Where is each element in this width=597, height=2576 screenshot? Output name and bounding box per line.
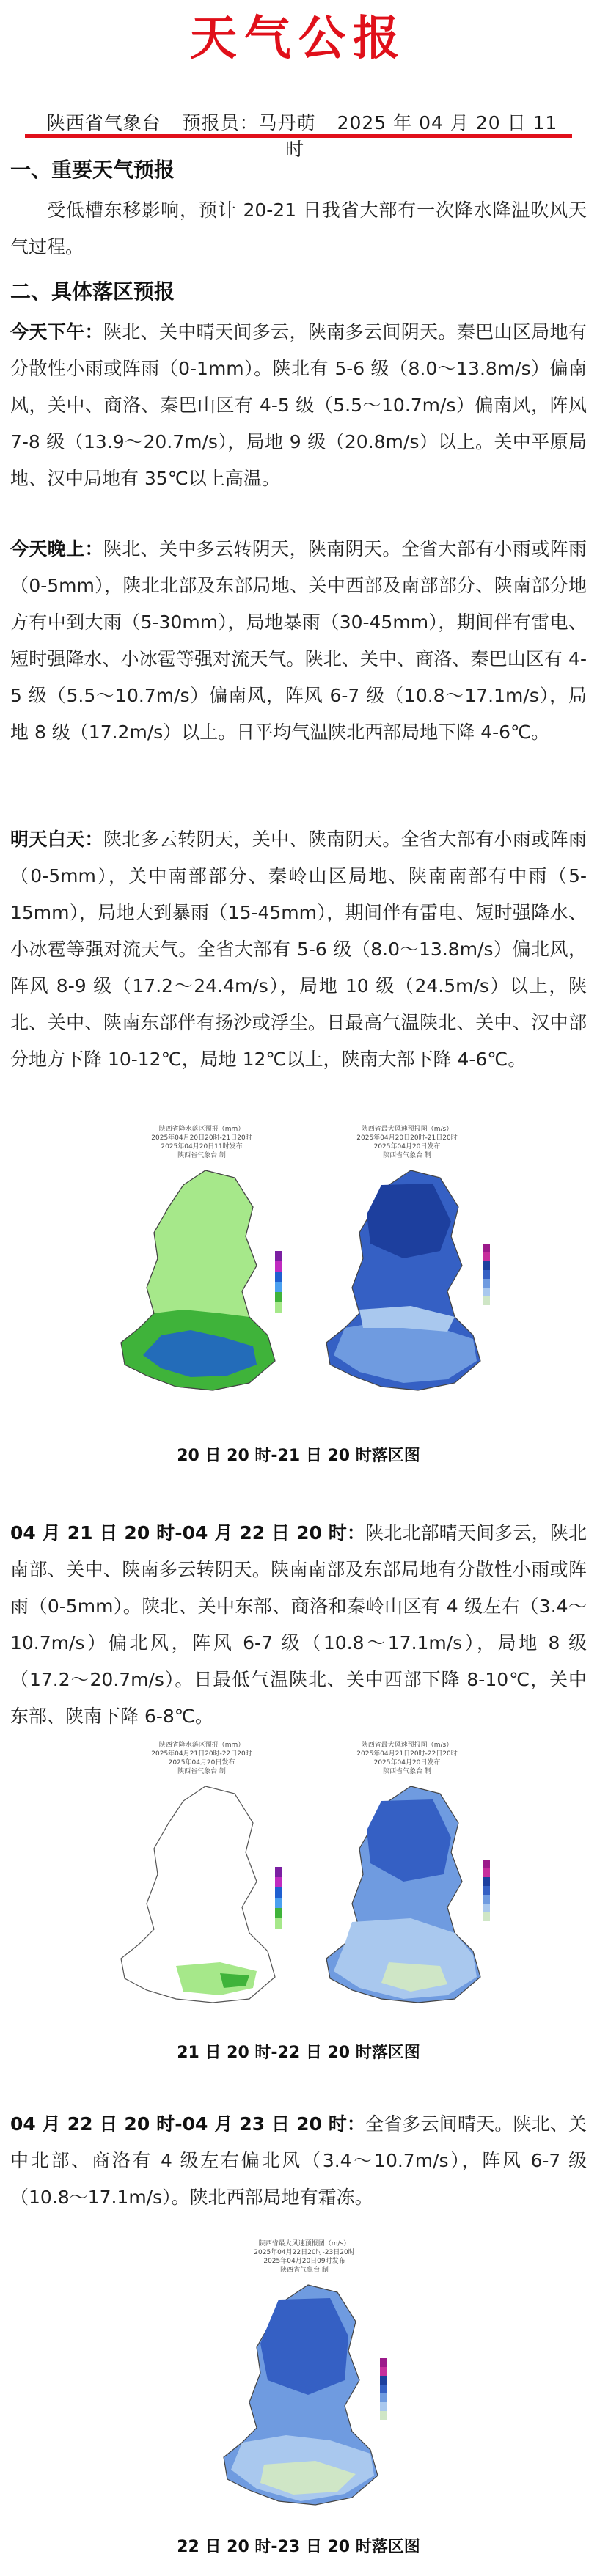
wind-map-2 bbox=[301, 1738, 513, 2009]
period-afternoon bbox=[10, 314, 587, 497]
precip-map-graphic bbox=[95, 1163, 308, 1398]
period-day3 bbox=[10, 2106, 587, 2216]
period-text: 陕北、关中多云转阴天，陕南阴天。全省大部有小雨或阵雨（0-5mm），陕北北部及东部局地、关中西部及南部部分、陕南部分地方有中到大雨（5-30mm），局地暴雨（30-45mm），期间伴有雷电、短时强降水、小冰雹等强对流天气。陕北、关中、商洛、秦巴山区有 4-5 级（5.5～10.7m/s）偏南风，阵风 6-7 级（10.8～17.1m/s），局地 8 级（17.2m/s）以上。日平均气温陕北西部局地下降 4-6℃。 bbox=[10, 538, 587, 743]
map-title: 陕西省最大风速预报图（m/s） 2025年04月20日20时-21日20时 2025年04月20日发布 陕西省气象台 制 bbox=[356, 1126, 458, 1159]
agency-name: 陕西省气象台 bbox=[46, 112, 161, 133]
bulletin-title: 天气公报 bbox=[190, 11, 407, 66]
header-divider bbox=[25, 134, 572, 138]
period-text: 陕北北部晴天间多云，陕北南部、关中、陕南多云转阴天。陕南南部及东部局地有分散性小雨或阵雨（0-5mm）。陕北、关中东部、商洛和秦岭山区有 4 级左右（3.4～10.7m/s）偏北风，阵风 6-7 级（10.8～17.1m/s），局地 8 级（17.2～20.7m/s）。日最低气温陕北、关中西部下降 8-10℃，关中东部、陕南下降 6-8℃。 bbox=[10, 1522, 587, 1727]
map-row-3 bbox=[0, 2236, 597, 2522]
map-title: 陕西省最大风速预报图（m/s） 2025年04月22日20时-23日20时 2025年04月20日09时发布 陕西省气象台 制 bbox=[254, 2240, 355, 2274]
period-label: 明天白天： bbox=[10, 829, 103, 850]
map-title: 陕西省降水落区预报（mm） 2025年04月20日20时-21日20时 2025年04月20日11时发布 陕西省气象台 制 bbox=[151, 1126, 252, 1159]
legend-scale bbox=[275, 1867, 282, 1929]
precip-map-1 bbox=[95, 1122, 308, 1401]
map-title: 陕西省最大风速预报图（m/s） 2025年04月21日20时-22日20时 2025年04月20日发布 陕西省气象台 制 bbox=[356, 1742, 458, 1775]
map-title: 陕西省降水落区预报（mm） 2025年04月21日20时-22日20时 2025年04月20日发布 陕西省气象台 制 bbox=[151, 1742, 252, 1775]
wind-map-graphic bbox=[198, 2278, 411, 2512]
period-tomorrow bbox=[10, 821, 587, 1078]
period-label: 今天下午： bbox=[10, 321, 103, 342]
legend-scale bbox=[483, 1860, 490, 1921]
period-tonight bbox=[10, 531, 587, 751]
map-row-1 bbox=[0, 1122, 597, 1437]
wind-map-graphic bbox=[301, 1163, 513, 1398]
wind-map-graphic bbox=[301, 1779, 513, 2006]
period-label: 04 月 22 日 20 时-04 月 23 日 20 时： bbox=[10, 2113, 366, 2135]
period-text: 陕北、关中晴天间多云，陕南多云间阴天。秦巴山区局地有分散性小雨或阵雨（0-1mm）。陕北有 5-6 级（8.0～13.8m/s）偏南风，关中、商洛、秦巴山区有 4-5 级（5.5～10.7m/s）偏南风，阵风 7-8 级（13.9～20.7m/s），局地 9 级（20.8m/s）以上。关中平原局地、汉中局地有 35℃以上高温。 bbox=[10, 321, 587, 489]
legend-scale bbox=[380, 2358, 387, 2420]
period-text: 陕北多云转阴天，关中、陕南阴天。全省大部有小雨或阵雨（0-5mm），关中南部部分、秦岭山区局地、陕南南部有中雨（5-15mm），局地大到暴雨（15-45mm），期间伴有雷电、短时强降水、小冰雹等强对流天气。全省大部有 5-6 级（8.0～13.8m/s）偏北风，阵风 8-9 级（17.2～24.4m/s），局地 10 级（24.5m/s）以上，陕北、关中、陕南东部伴有扬沙或浮尘。日最高气温陕北、关中、汉中部分地方下降 10-12℃，局地 12℃以上，陕南大部下降 4-6℃。 bbox=[10, 829, 587, 1070]
precip-map-graphic bbox=[95, 1779, 308, 2006]
precip-map-2 bbox=[95, 1738, 308, 2009]
section-heading-important: 一、重要天气预报 bbox=[10, 158, 175, 182]
period-day2 bbox=[10, 1515, 587, 1735]
legend-scale bbox=[483, 1244, 490, 1305]
legend-scale bbox=[275, 1251, 282, 1313]
period-label: 今天晚上： bbox=[10, 538, 103, 559]
wind-map-1 bbox=[301, 1122, 513, 1401]
wind-map-3 bbox=[198, 2236, 411, 2515]
map-caption-2: 21 日 20 时-22 日 20 时落区图 bbox=[177, 2044, 420, 2062]
period-label: 04 月 21 日 20 时-04 月 22 日 20 时： bbox=[10, 1522, 366, 1544]
period-text: 全省多云间晴天。陕北、关中北部、商洛有 4 级左右偏北风（3.4～10.7m/s），阵风 6-7 级（10.8～17.1m/s）。陕北西部局地有霜冻。 bbox=[10, 2113, 587, 2208]
map-row-2 bbox=[0, 1738, 597, 2031]
map-caption-1: 20 日 20 时-21 日 20 时落区图 bbox=[177, 1447, 420, 1465]
issue-time: 2025 年 04 月 20 日 11 时 bbox=[285, 112, 558, 160]
masthead bbox=[0, 10, 597, 67]
section-heading-detail: 二、具体落区预报 bbox=[10, 279, 175, 304]
section-important-text: 受低槽东移影响，预计 20-21 日我省大部有一次降水降温吹风天气过程。 bbox=[10, 199, 587, 257]
map-caption-3: 22 日 20 时-23 日 20 时落区图 bbox=[177, 2538, 420, 2556]
forecaster-name: 预报员：马丹萌 bbox=[182, 112, 316, 133]
